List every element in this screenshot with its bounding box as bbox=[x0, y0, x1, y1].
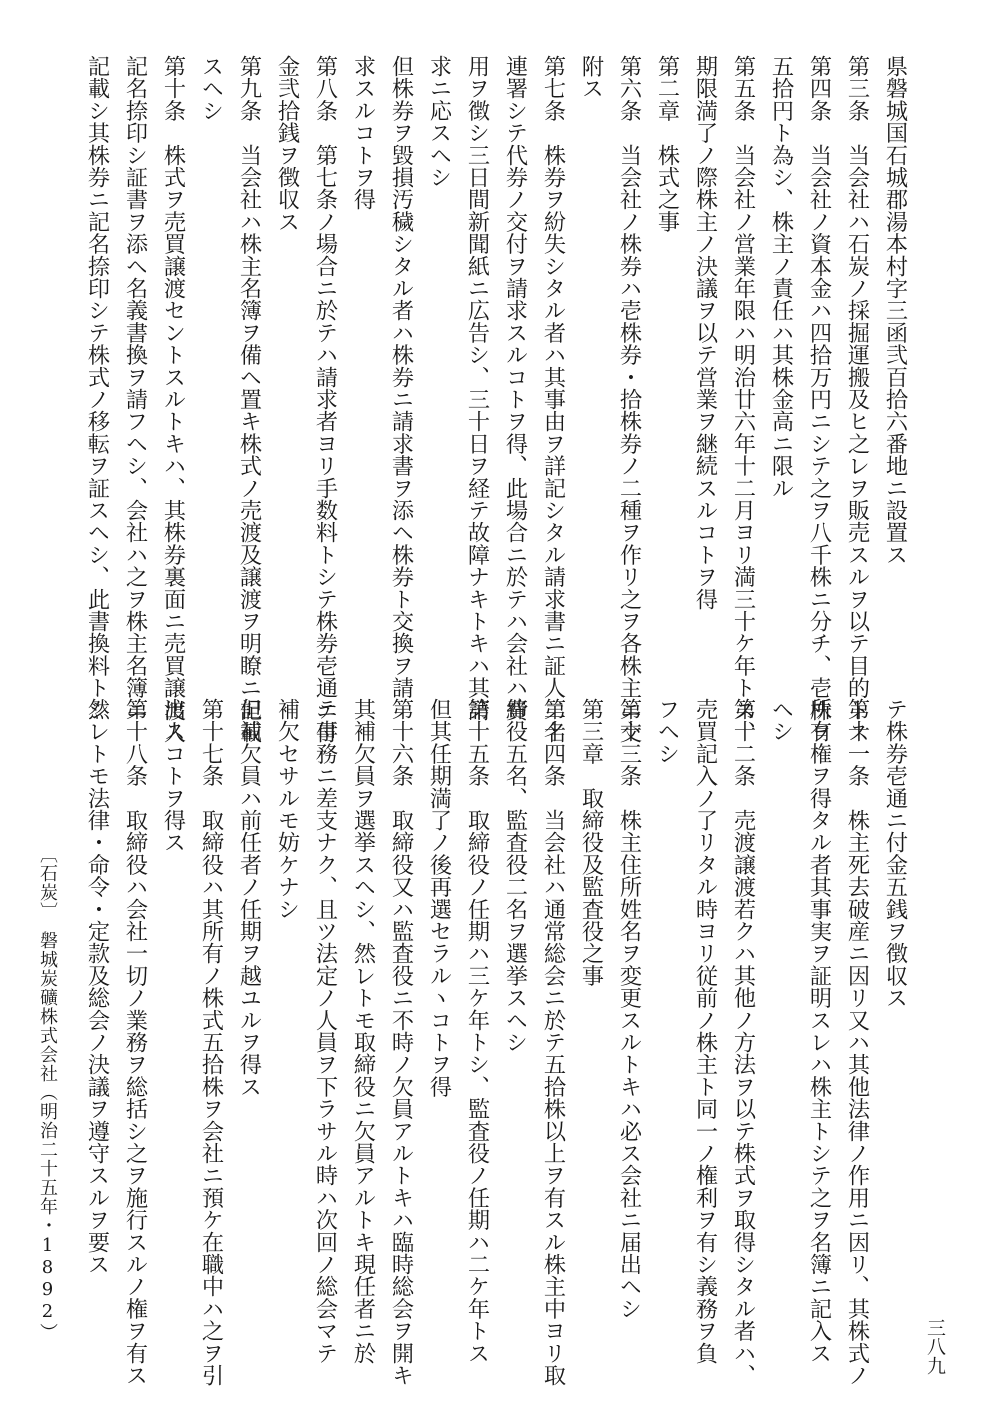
text-line: 金弐拾銭ヲ徴収ス bbox=[274, 55, 300, 233]
page-number: 三八九 bbox=[924, 1318, 946, 1375]
text-line: 出スコトヲ得ス bbox=[160, 698, 186, 854]
text-line: 記名捺印シ証書ヲ添ヘ名義書換ヲ請フヘシ、会社ハ之ヲ株主名簿ニ bbox=[122, 55, 148, 721]
text-line: 用ヲ徴シ三日間新聞紙ニ広告シ、三十日ヲ経テ故障ナキトキハ其請 bbox=[464, 55, 490, 721]
text-line: 附ス bbox=[578, 55, 604, 100]
text-line: テ事務ニ差支ナク、且ツ法定ノ人員ヲ下ラサル時ハ次回ノ総会マテ bbox=[312, 698, 338, 1364]
text-line: 期限満了ノ際株主ノ決議ヲ以テ営業ヲ継続スルコトヲ得 bbox=[692, 55, 718, 610]
text-line: 連署シテ代券ノ交付ヲ請求スルコトヲ得、此場合ニ於テハ会社ハ費 bbox=[502, 55, 528, 721]
text-line: 記載シ其株券ニ記名捺印シテ株式ノ移転ヲ証スヘシ、此書換料トシ bbox=[84, 55, 110, 721]
text-line: 第三条 当会社ハ石炭ノ採掘運搬及ヒ之レヲ販売スルヲ以テ目的トス bbox=[844, 55, 870, 744]
chapter-heading: 第三章 取締役及監査役之事 bbox=[578, 698, 604, 987]
text-line: 第十一条 株主死去破産ニ因リ又ハ其他法律ノ作用ニ因リ、其株式ノ bbox=[844, 698, 870, 1387]
text-line: 第十条 株式ヲ売買譲渡セントスルトキハ、其株券裏面ニ売買譲渡人 bbox=[160, 55, 186, 744]
text-line: 第五条 当会社ノ営業年限ハ明治廿六年十二月ヨリ満三十ケ年トス、 bbox=[730, 55, 756, 744]
text-line: 第十六条 取締役又ハ監査役ニ不時ノ欠員アルトキハ臨時総会ヲ開キ bbox=[388, 698, 414, 1387]
text-line: 但株券ヲ毀損汚穢シタル者ハ株券ニ請求書ヲ添ヘ株券ト交換ヲ請 bbox=[388, 55, 414, 699]
text-line: 補欠セサルモ妨ケナシ bbox=[274, 698, 300, 920]
text-line: 所有権ヲ得タル者其事実ヲ証明スレハ株主トシテ之ヲ名簿ニ記入ス bbox=[806, 698, 832, 1364]
text-line: 第十二条 売渡譲渡若クハ其他ノ方法ヲ以テ株式ヲ取得シタル者ハ、 bbox=[730, 698, 756, 1387]
text-line: 然レトモ法律・命令・定款及総会ノ決議ヲ遵守スルヲ要ス bbox=[84, 698, 110, 1276]
text-line: 第七条 株券ヲ紛失シタル者ハ其事由ヲ詳記シタル請求書ニ証人二名 bbox=[540, 55, 566, 744]
text-line: 但補欠員ハ前任者ノ任期ヲ越ユルヲ得ス bbox=[236, 698, 262, 1098]
text-line: 第十五条 取締役ノ任期ハ三ケ年トシ、監査役ノ任期ハ二ケ年トス bbox=[464, 698, 490, 1364]
text-line: 第九条 当会社ハ株主名簿ヲ備ヘ置キ株式ノ売渡及譲渡ヲ明瞭ニ記載 bbox=[236, 55, 262, 744]
text-line: 売買記入ノ了リタル時ヨリ従前ノ株主ト同一ノ権利ヲ有シ義務ヲ負 bbox=[692, 698, 718, 1364]
text-line: 第十七条 取締役ハ其所有ノ株式五拾株ヲ会社ニ預ケ在職中ハ之ヲ引 bbox=[198, 698, 224, 1387]
text-line: スヘシ bbox=[198, 55, 224, 122]
text-line: 但其任期満了ノ後再選セラルヽコトヲ得 bbox=[426, 698, 452, 1098]
text-line: 第十三条 株主住所姓名ヲ変更スルトキハ必ス会社ニ届出ヘシ bbox=[616, 698, 642, 1320]
running-footer: 〔石炭〕 磐城炭礦株式会社（明治二十五年・1892） bbox=[37, 845, 58, 1342]
text-line: ヘシ bbox=[768, 698, 794, 743]
text-line: 求ニ応スヘシ bbox=[426, 55, 452, 189]
text-line: 第六条 当会社ノ株券ハ壱株券・拾株券ノ二種ヲ作リ之ヲ各株主ニ交 bbox=[616, 55, 642, 744]
text-line: テ株券壱通ニ付金五銭ヲ徴収ス bbox=[882, 698, 908, 1009]
text-line: 県磐城国石城郡湯本村字三函弐百拾六番地ニ設置ス bbox=[882, 55, 908, 566]
text-line: 求スルコトヲ得 bbox=[350, 55, 376, 211]
text-line: フヘシ bbox=[654, 698, 680, 765]
text-line: 第十八条 取締役ハ会社一切ノ業務ヲ総括シ之ヲ施行スルノ権ヲ有ス bbox=[122, 698, 148, 1387]
text-line: 第八条 第七条ノ場合ニ於テハ請求者ヨリ手数料トシテ株券壱通ニ付 bbox=[312, 55, 338, 744]
text-line: 締役五名、監査役二名ヲ選挙スヘシ bbox=[502, 698, 528, 1054]
chapter-heading: 第二章 株式之事 bbox=[654, 55, 680, 233]
text-line: 五拾円ト為シ、株主ノ責任ハ其株金高ニ限ル bbox=[768, 55, 794, 499]
text-line: 第十四条 当会社ハ通常総会ニ於テ五拾株以上ヲ有スル株主中ヨリ取 bbox=[540, 698, 566, 1387]
text-line: 其補欠員ヲ選挙スヘシ、然レトモ取締役ニ欠員アルトキ現任者ニ於 bbox=[350, 698, 376, 1364]
text-line: 第四条 当会社ノ資本金ハ四拾万円ニシテ之ヲ八千株ニ分チ、壱株ヲ bbox=[806, 55, 832, 744]
